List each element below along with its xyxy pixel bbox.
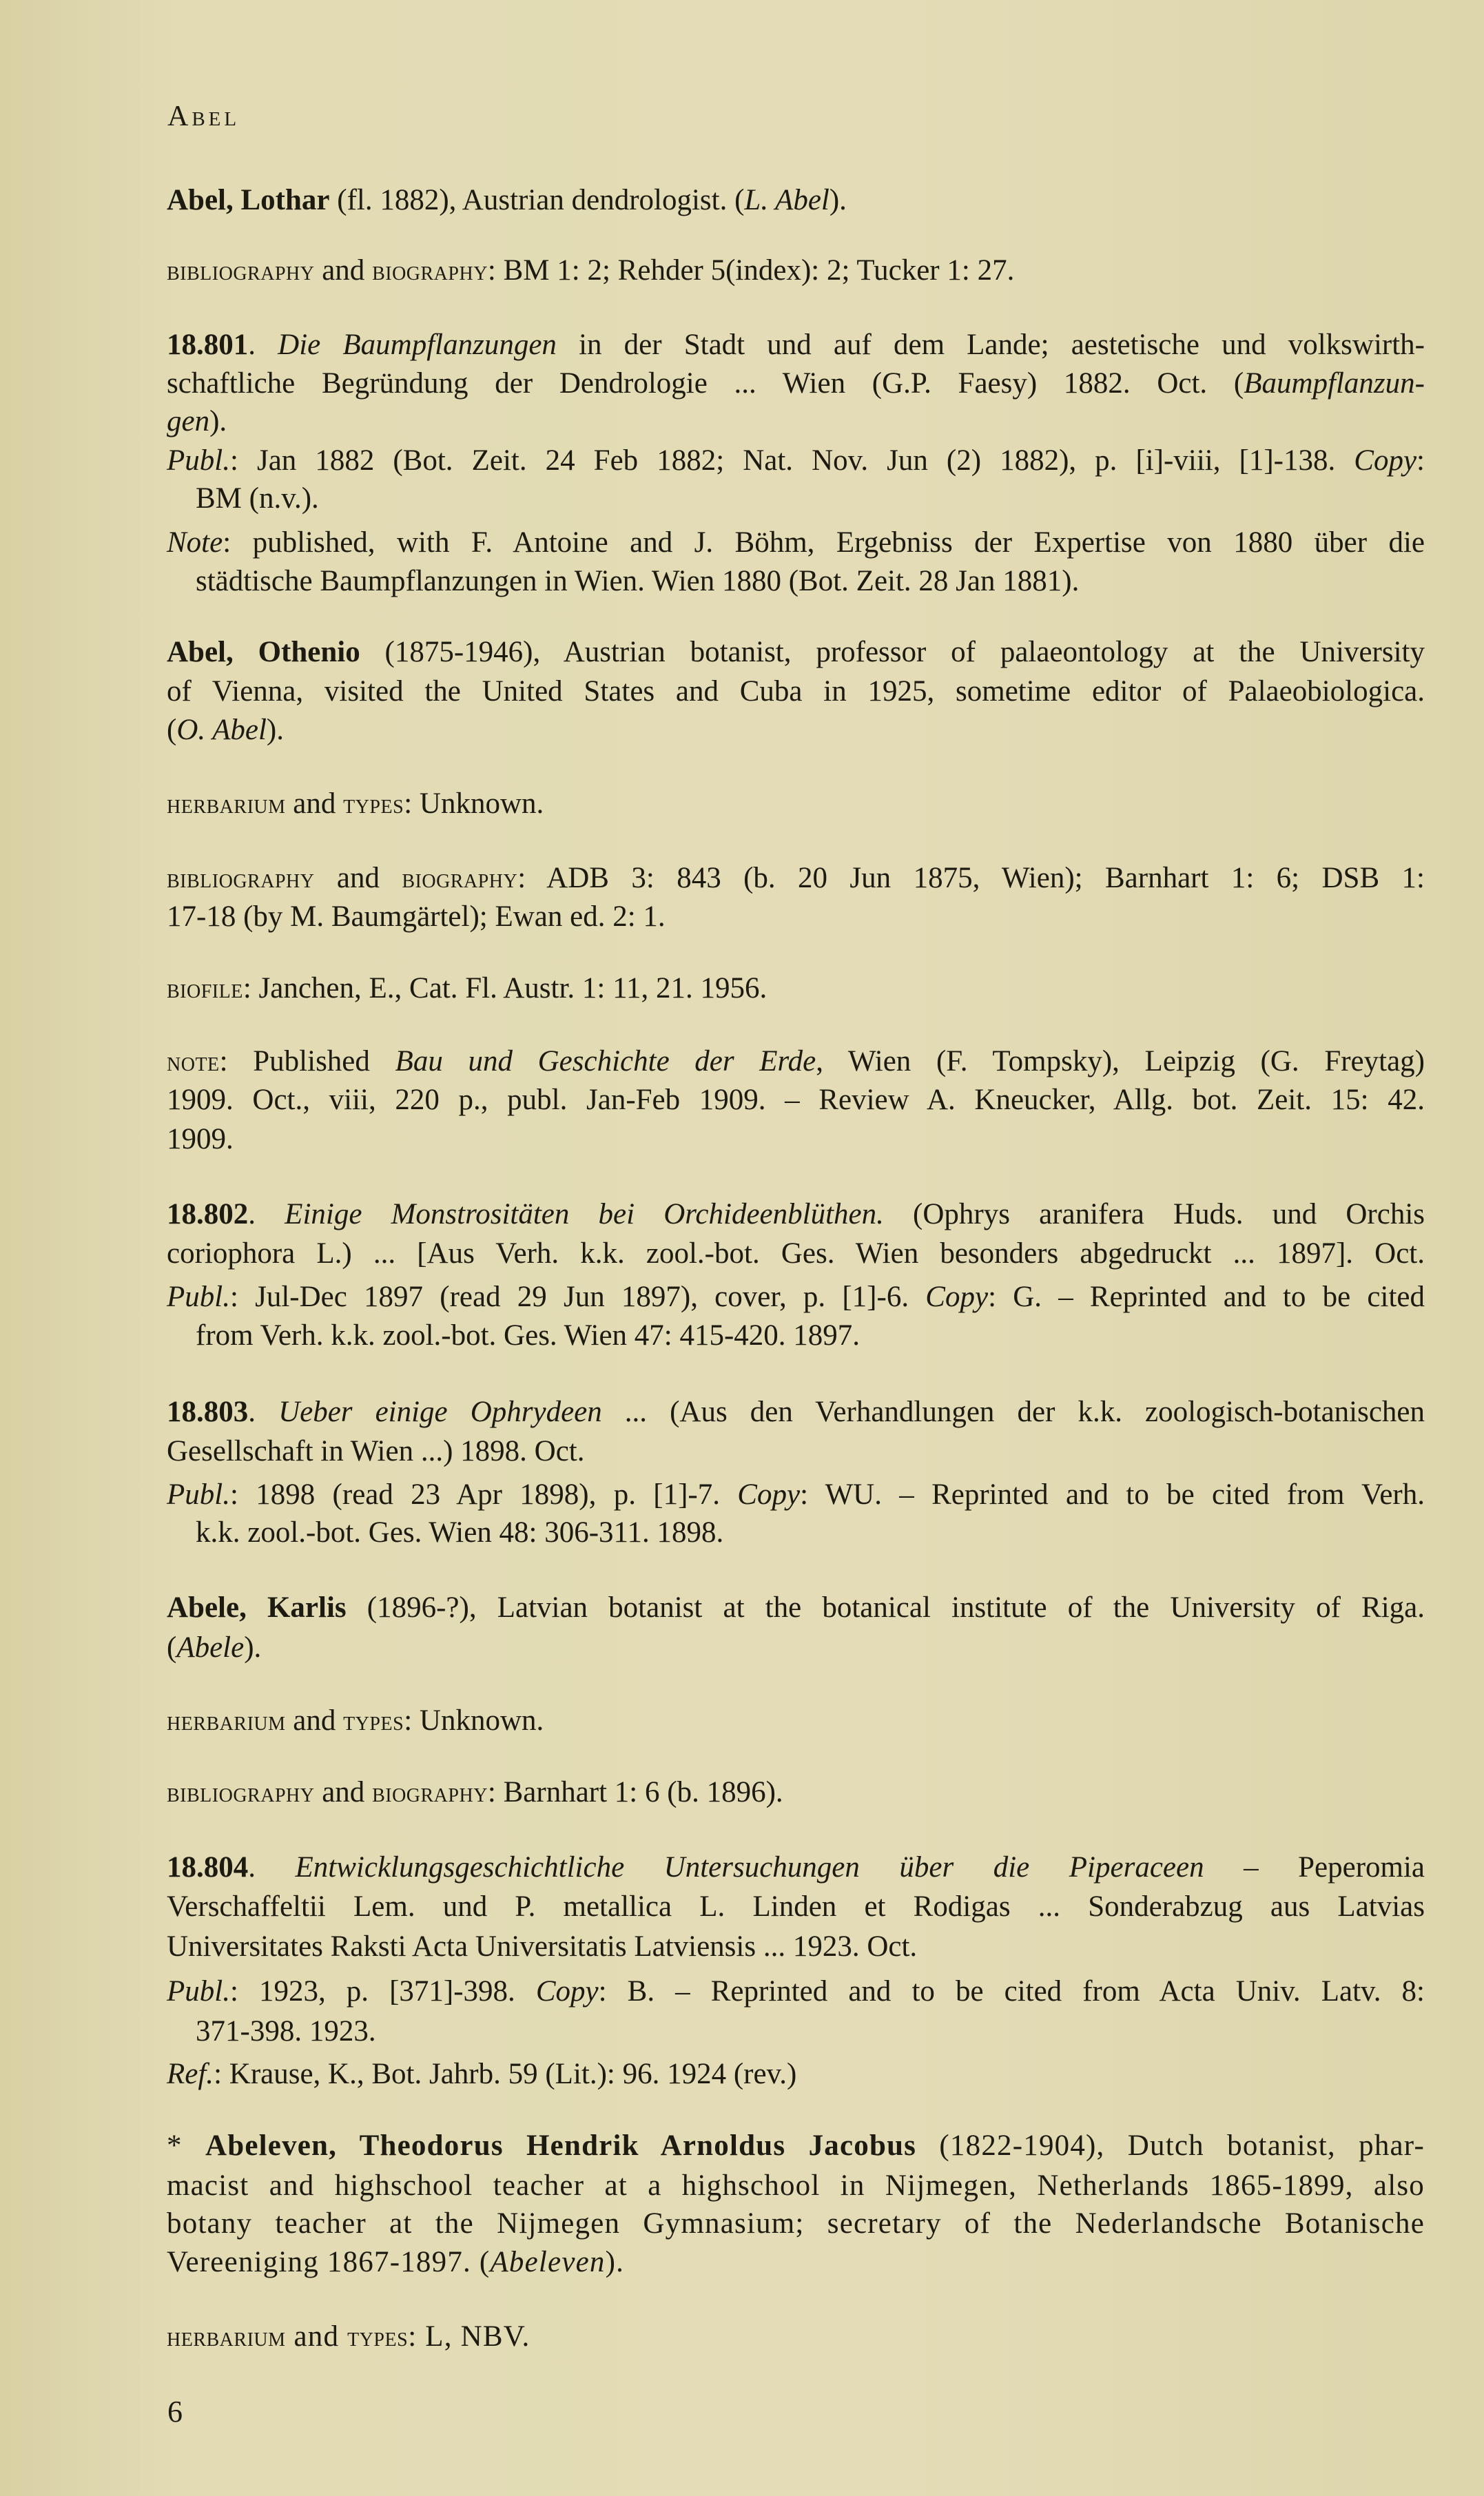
text-run: macist and highschool teacher at a highschool in Nijmegen, Netherlands 1865-1899, also [167, 2169, 1425, 2202]
publ-cont-line [196, 479, 1425, 519]
text-run: botany teacher at the Nijmegen Gymnasium; secretary of the Nederlandsche Botanische [167, 2207, 1425, 2240]
italic-text: Copy [1354, 444, 1417, 477]
text-run: 1909. [167, 1123, 234, 1155]
line-text [167, 325, 1425, 365]
line-text [167, 632, 1425, 672]
publ-line [167, 1972, 1425, 2012]
text-run: * [167, 2129, 205, 2162]
entry-heading-line [167, 2166, 1425, 2206]
line-text [167, 1848, 1425, 1888]
text-run: : Barnhart 1: 6 (b. 1896). [487, 1776, 783, 1808]
line-text [167, 1773, 1425, 1813]
text-run: (1875-1946), Austrian botanist, professor of palaeontology at the University [360, 636, 1425, 668]
italic-text: Publ. [167, 1975, 230, 2008]
italic-text: Copy [535, 1975, 599, 2008]
title-line [167, 1927, 1425, 1967]
line-text [167, 402, 1425, 442]
text-run: . [248, 329, 278, 361]
title-line [167, 364, 1425, 404]
text-run: : Jul-Dec 1897 (read 29 Jun 1897), cover, p. [1]-6. [229, 1281, 926, 1313]
bibliography-line [167, 1773, 1425, 1813]
text-run: : 1898 (read 23 Apr 1898), p. [1]-7. [229, 1478, 738, 1511]
small-caps-label: herbarium [167, 1705, 286, 1736]
bold-text: Abel, Othenio [167, 636, 360, 668]
italic-text: Die Baumpflanzungen [278, 329, 557, 361]
line-text [167, 364, 1425, 404]
italic-text: Publ. [167, 1281, 230, 1313]
italic-text: Ueber einige Ophrydeen [278, 1396, 602, 1428]
text-run: – Peperomia [1204, 1851, 1425, 1884]
line-text [167, 784, 1425, 824]
line-text [167, 441, 1425, 481]
entry-heading-line [167, 672, 1425, 712]
small-caps-label: types [347, 2321, 409, 2352]
bold-text: Abel, Lothar [167, 184, 330, 216]
small-caps-label: biography [402, 863, 518, 894]
text-run: and [314, 1776, 373, 1808]
text-run: and [285, 1704, 344, 1737]
line-text [167, 1234, 1425, 1274]
text-run: : WU. – Reprinted and to be cited from Verh. [800, 1478, 1425, 1511]
publ-cont-line [196, 1513, 1425, 1553]
line-text [167, 1588, 1425, 1628]
italic-text: O. Abel [176, 714, 267, 746]
page-number: 6 [167, 2395, 183, 2428]
text-run: ). [605, 2246, 625, 2278]
text-run: : [1416, 444, 1425, 477]
small-caps-label: biography [372, 1777, 488, 1808]
text-run: (Ophrys aranifera Huds. und Orchis [883, 1198, 1425, 1230]
italic-text: Copy [925, 1281, 989, 1313]
line-text [167, 1120, 1425, 1159]
line-text [167, 2126, 1425, 2166]
running-head: Abel [167, 101, 240, 132]
italic-text: Abele [176, 1631, 245, 1664]
herbarium-line [167, 1701, 1425, 1741]
small-caps-label: bibliography [167, 255, 315, 286]
line-text [196, 1513, 1425, 1553]
text-run: in der Stadt und auf dem Lande; aestetische und volkswirth- [556, 329, 1425, 361]
line-text [167, 2204, 1425, 2244]
small-caps-label: herbarium [167, 788, 286, 819]
herbarium-line [167, 784, 1425, 824]
biofile-line [167, 969, 1425, 1009]
line-text [167, 969, 1425, 1009]
line-text [167, 1042, 1425, 1082]
publ-cont-line [196, 2012, 1425, 2052]
text-run: ). [266, 714, 284, 746]
small-caps-label: bibliography [167, 863, 315, 894]
text-run: ). [829, 184, 847, 216]
ref-line [167, 2054, 1425, 2094]
text-run: ). [209, 405, 227, 437]
bold-text: 18.801 [167, 329, 249, 361]
text-run: k.k. zool.-bot. Ges. Wien 48: 306-311. 1898. [196, 1516, 724, 1549]
title-line [167, 402, 1425, 442]
text-run: from Verh. k.k. zool.-bot. Ges. Wien 47: 415-420. 1897. [196, 1319, 860, 1352]
line-text [167, 1628, 1425, 1668]
line-text [167, 1887, 1425, 1927]
line-text [167, 251, 1425, 291]
title-line [167, 1195, 1425, 1235]
text-run: : Janchen, E., Cat. Fl. Austr. 1: 11, 21. 1956. [243, 972, 767, 1004]
entry-heading-line [167, 2126, 1425, 2166]
herbarium-line [167, 2317, 1425, 2357]
line-text [167, 2166, 1425, 2206]
italic-text: Publ. [167, 1478, 230, 1511]
line-text [167, 1432, 1425, 1472]
text-run: BM (n.v.). [196, 482, 319, 515]
text-run: städtische Baumpflanzungen in Wien. Wien 1880 (Bot. Zeit. 28 Jan 1881). [196, 565, 1080, 597]
text-run: and [314, 862, 402, 894]
entry-heading-line [167, 181, 1425, 220]
title-line [167, 1432, 1425, 1472]
entry-heading-line [167, 1628, 1425, 1668]
italic-text: Einige Monstrositäten bei Orchideenblüthen. [285, 1198, 884, 1230]
text-run: . [248, 1198, 285, 1230]
text-run: ). [244, 1631, 262, 1664]
text-run: : Krause, K., Bot. Jahrb. 59 (Lit.): 96. 1924 (rev.) [214, 2058, 797, 2090]
note-line [167, 1042, 1425, 1082]
entry-heading-line [167, 632, 1425, 672]
text-run: 17-18 (by M. Baumgärtel); Ewan ed. 2: 1. [167, 900, 666, 933]
line-text [167, 1277, 1425, 1317]
italic-text: Abeleven [490, 2246, 606, 2278]
text-run: 371-398. 1923. [196, 2015, 376, 2048]
small-caps-label: biography [372, 255, 488, 286]
text-run: 1909. Oct., viii, 220 p., publ. Jan-Feb 1909. – Review A. Kneucker, Allg. bot. Zeit. 15: 42. [167, 1084, 1425, 1116]
text-run: Gesellschaft in Wien ...) 1898. Oct. [167, 1435, 585, 1467]
line-text [167, 1392, 1425, 1432]
line-text [167, 523, 1425, 563]
line-text [167, 1927, 1425, 1967]
text-run: . [248, 1396, 279, 1428]
italic-text: Entwicklungsgeschichtliche Untersuchungen über die Piperaceen [295, 1851, 1204, 1884]
line-text [196, 479, 1425, 519]
publ-line [167, 1277, 1425, 1317]
title-line [167, 1848, 1425, 1888]
text-run: of Vienna, visited the United States and Cuba in 1925, sometime editor of Palaeobiologica. [167, 675, 1425, 708]
bibliography-line [167, 858, 1425, 898]
small-caps-label: types [343, 788, 404, 819]
text-run: . [248, 1851, 296, 1884]
text-run: coriophora L.) ... [Aus Verh. k.k. zool.-bot. Ges. Wien besonders abgedruckt ... 1897]. Oct. [167, 1237, 1425, 1270]
text-run: , Wien (F. Tompsky), Leipzig (G. Freytag) [816, 1045, 1425, 1077]
text-run: : Unknown. [404, 787, 544, 820]
text-run: : L, NBV. [408, 2320, 530, 2353]
bibliography-line [167, 251, 1425, 291]
small-caps-label: herbarium [167, 2321, 286, 2352]
italic-text: Note [167, 526, 223, 559]
bibliography-line [167, 897, 1425, 937]
text-run: Vereeniging 1867-1897. ( [167, 2246, 491, 2278]
line-text [196, 2012, 1425, 2052]
title-line [167, 1392, 1425, 1432]
italic-text: L. Abel [744, 184, 829, 216]
bold-text: 18.803 [167, 1396, 249, 1428]
note-line [167, 1080, 1425, 1120]
bold-text: Abeleven, Theodorus Hendrik Arnoldus Jacobus [205, 2129, 917, 2162]
text-run: (1822-1904), Dutch botanist, phar- [916, 2129, 1425, 2162]
italic-text: Baumpflanzun- [1244, 367, 1425, 400]
bold-text: Abele, Karlis [167, 1591, 347, 1624]
publ-line [167, 1475, 1425, 1515]
line-text [196, 1316, 1425, 1356]
line-text [167, 858, 1425, 898]
note-line [167, 523, 1425, 563]
line-text [196, 561, 1425, 601]
line-text [167, 2054, 1425, 2094]
entry-heading-line [167, 2242, 1425, 2282]
italic-text: gen [167, 405, 210, 437]
italic-text: Copy [737, 1478, 801, 1511]
text-run: ( [167, 1631, 177, 1664]
line-text [167, 2317, 1425, 2357]
line-text [167, 1195, 1425, 1235]
title-line [167, 1234, 1425, 1274]
text-run: Verschaffeltii Lem. und P. metallica L. Linden et Rodigas ... Sonderabzug aus Latvias [167, 1890, 1425, 1923]
text-run: : Jan 1882 (Bot. Zeit. 24 Feb 1882; Nat. Nov. Jun (2) 1882), p. [i]-viii, [1]-138. [229, 444, 1354, 477]
text-run: : ADB 3: 843 (b. 20 Jun 1875, Wien); Barnhart 1: 6; DSB 1: [517, 862, 1425, 894]
note-line [167, 1120, 1425, 1159]
text-run: (1896-?), Latvian botanist at the botanical institute of the University of Riga. [346, 1591, 1425, 1624]
entry-heading-line [167, 710, 1425, 750]
text-run: and [285, 2320, 348, 2353]
publ-cont-line [196, 1316, 1425, 1356]
text-run: : Published [219, 1045, 395, 1077]
italic-text: Ref. [167, 2058, 214, 2090]
text-run: : 1923, p. [371]-398. [229, 1975, 536, 2008]
text-run: : BM 1: 2; Rehder 5(index): 2; Tucker 1: 27. [487, 254, 1015, 287]
text-run: and [285, 787, 344, 820]
small-caps-label: types [343, 1705, 404, 1736]
text-run: schaftliche Begründung der Dendrologie ... Wien (G.P. Faesy) 1882. Oct. ( [167, 367, 1244, 400]
text-run: ... (Aus den Verhandlungen der k.k. zoologisch-botanischen [601, 1396, 1425, 1428]
entry-heading-line [167, 1588, 1425, 1628]
publ-line [167, 441, 1425, 481]
title-line [167, 325, 1425, 365]
bold-text: 18.802 [167, 1198, 249, 1230]
text-run: (fl. 1882), Austrian dendrologist. ( [329, 184, 745, 216]
italic-text: Bau und Geschichte der Erde [395, 1045, 816, 1077]
text-run: : B. – Reprinted and to be cited from Acta Univ. Latv. 8: [598, 1975, 1425, 2008]
line-text [167, 1080, 1425, 1120]
line-text [167, 2242, 1425, 2282]
small-caps-label: biofile [167, 973, 243, 1004]
line-text [167, 1475, 1425, 1515]
small-caps-label: note [167, 1046, 220, 1077]
line-text [167, 897, 1425, 937]
title-line [167, 1887, 1425, 1927]
line-text [167, 181, 1425, 220]
small-caps-label: bibliography [167, 1777, 315, 1808]
text-run: ( [167, 714, 177, 746]
text-run: : Unknown. [404, 1704, 544, 1737]
text-run: : published, with F. Antoine and J. Böhm, Ergebniss der Expertise von 1880 über die [223, 526, 1425, 559]
line-text [167, 672, 1425, 712]
italic-text: Publ. [167, 444, 230, 477]
note-cont-line [196, 561, 1425, 601]
line-text [167, 1972, 1425, 2012]
line-text [167, 1701, 1425, 1741]
text-run: Universitates Raksti Acta Universitatis Latviensis ... 1923. Oct. [167, 1930, 918, 1963]
line-text [167, 710, 1425, 750]
entry-heading-line [167, 2204, 1425, 2244]
text-run: and [314, 254, 373, 287]
text-run: : G. – Reprinted and to be cited [988, 1281, 1425, 1313]
bold-text: 18.804 [167, 1851, 249, 1884]
